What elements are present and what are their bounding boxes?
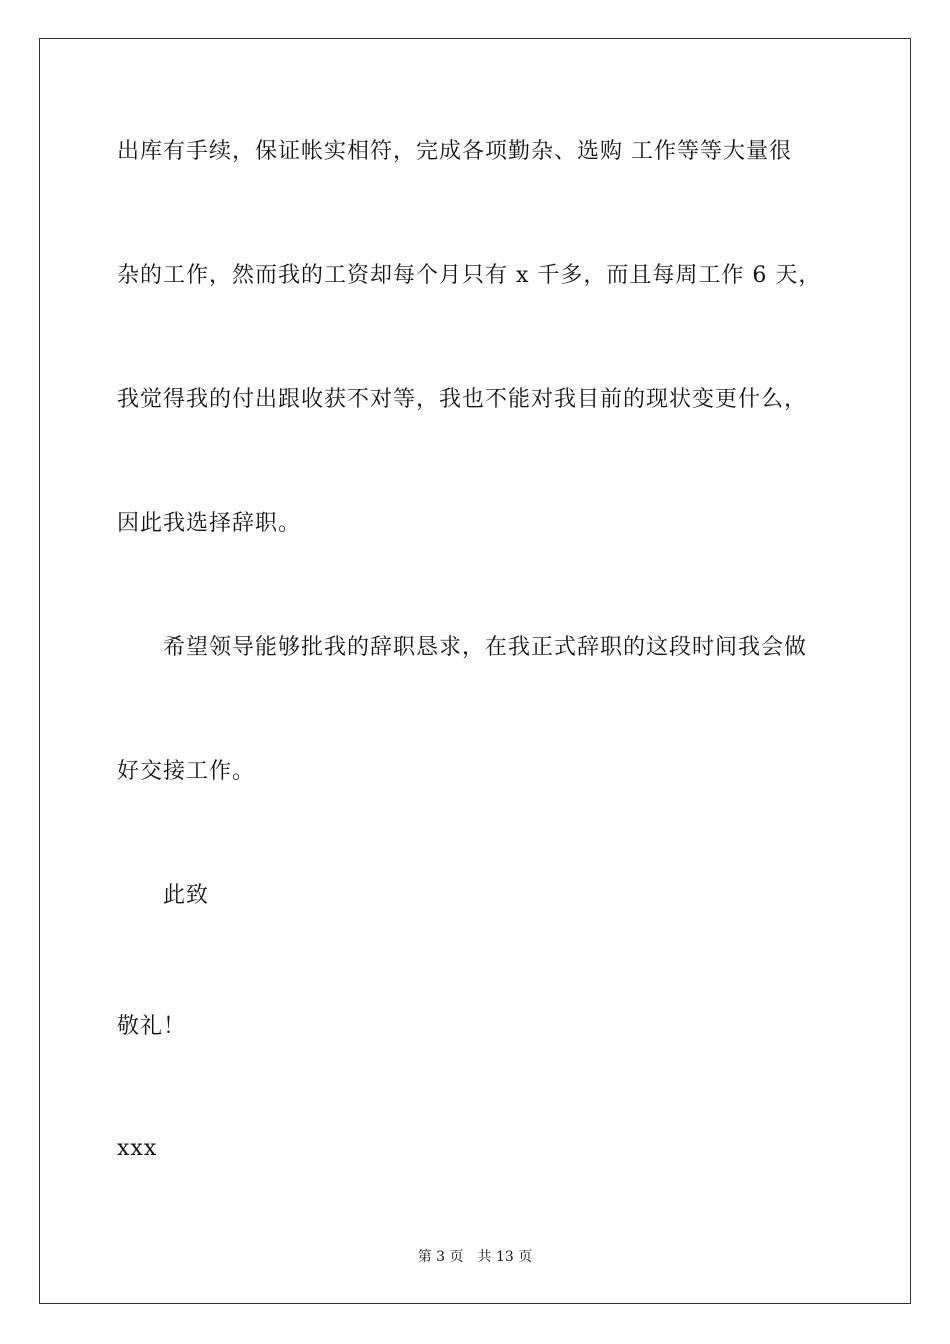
body-line-3: 我觉得我的付出跟收获不对等，我也不能对我目前的现状变更什么， — [117, 387, 808, 412]
page-number-total: 共 13 页 — [477, 1249, 533, 1265]
page-number-current: 第 3 页 — [417, 1249, 464, 1265]
page-frame — [39, 38, 911, 1304]
body-line-1: 出库有手续，保证帐实相符，完成各项勤杂、选购 工作等等大量很 — [117, 139, 792, 164]
body-line-2: 杂的工作，然而我的工资却每个月只有 x 千多，而且每周工作 6 天， — [117, 263, 822, 288]
body-line-6: 好交接工作。 — [117, 759, 256, 784]
closing-salutation: 此致 — [163, 883, 210, 908]
closing-regards: 敬礼！ — [117, 1014, 187, 1039]
body-line-4: 因此我选择辞职。 — [117, 511, 302, 536]
signature: xxx — [117, 1136, 158, 1161]
body-line-5: 希望领导能够批我的辞职恳求，在我正式辞职的这段时间我会做 — [163, 635, 808, 660]
page-footer — [0, 1247, 950, 1267]
